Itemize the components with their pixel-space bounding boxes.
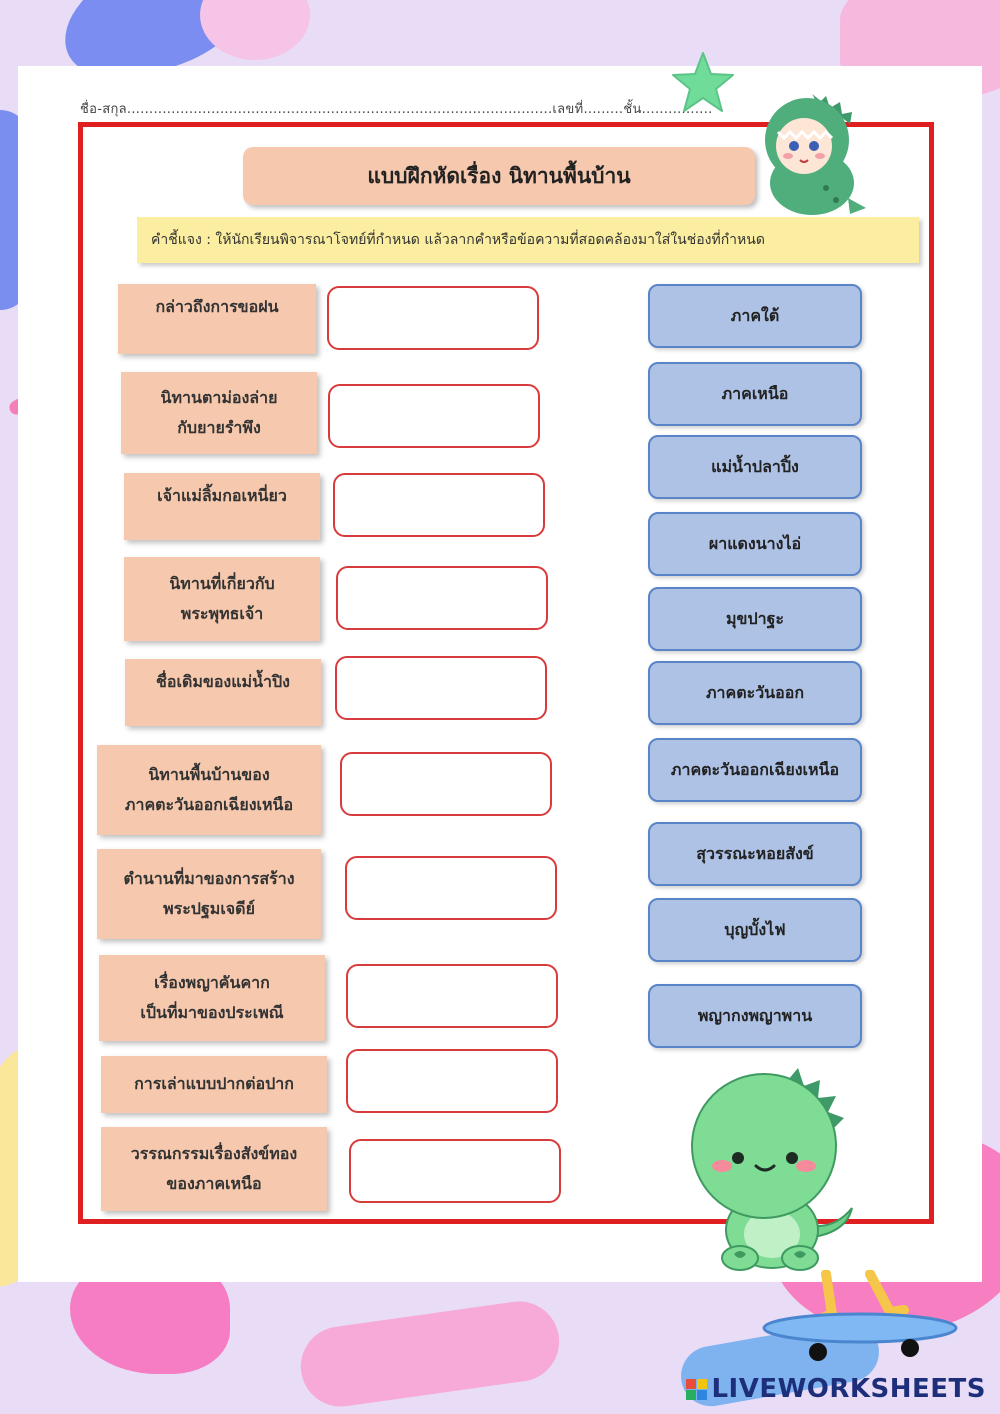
answer-tile-6[interactable]: ภาคตะวันออก bbox=[648, 661, 862, 725]
green-dino-icon bbox=[688, 1062, 864, 1274]
prompt-line: พระปฐมเจดีย์ bbox=[163, 899, 255, 918]
drop-zone-2[interactable] bbox=[328, 384, 540, 448]
prompt-line: ตำนานที่มาของการสร้าง bbox=[123, 868, 295, 888]
prompt-line: ของภาคเหนือ bbox=[166, 1174, 262, 1193]
drop-zone-9[interactable] bbox=[346, 1049, 558, 1113]
prompt-line: เจ้าแม่ลิ้มกอเหนี่ยว bbox=[157, 486, 287, 505]
prompt-8 bbox=[99, 955, 325, 1041]
prompt-line: นิทานพื้นบ้านของ bbox=[148, 764, 270, 784]
bg-blob bbox=[296, 1296, 565, 1411]
answer-tile-9[interactable]: บุญบั้งไฟ bbox=[648, 898, 862, 962]
answer-tile-1[interactable]: ภาคใต้ bbox=[648, 284, 862, 348]
answer-tile-10[interactable]: พญากงพญาพาน bbox=[648, 984, 862, 1048]
prompt-line: พระพุทธเจ้า bbox=[180, 604, 264, 623]
prompt-2 bbox=[121, 372, 317, 454]
instruction-box: คำชี้แจง : ให้นักเรียนพิจารณาโจทย์ที่กำหนด แล้วลากคำหรือข้อความที่สอดคล้องมาใส่ในช่องที่กำหนด bbox=[137, 217, 919, 263]
brand-name: LIVEWORKSHEETS bbox=[711, 1374, 986, 1404]
drop-zone-10[interactable] bbox=[349, 1139, 561, 1203]
prompt-line: กล่าวถึงการขอฝน bbox=[155, 297, 279, 316]
answer-tile-3[interactable]: แม่น้ำปลาปิ้ง bbox=[648, 435, 862, 499]
drop-zone-4[interactable] bbox=[336, 566, 548, 630]
name-line: ชื่อ-สกุล................................................................................................เลขที่.........ชั้น................ bbox=[80, 102, 713, 117]
skateboard-icon bbox=[760, 1270, 960, 1370]
answer-tile-8[interactable]: สุวรรณะหอยสังข์ bbox=[648, 822, 862, 886]
prompt-line: เป็นที่มาของประเพณี bbox=[140, 1003, 284, 1022]
answer-tile-2[interactable]: ภาคเหนือ bbox=[648, 362, 862, 426]
answer-tile-4[interactable]: ผาแดงนางไอ่ bbox=[648, 512, 862, 576]
prompt-line: นิทานตาม่องล่าย bbox=[160, 387, 278, 407]
prompt-line: ภาคตะวันออกเฉียงเหนือ bbox=[124, 795, 294, 814]
prompt-line: วรรณกรรมเรื่องสังข์ทอง bbox=[130, 1143, 298, 1163]
prompt-line: การเล่าแบบปากต่อปาก bbox=[134, 1074, 294, 1094]
drop-zone-3[interactable] bbox=[333, 473, 545, 537]
prompt-line: ชื่อเดิมของแม่น้ำปิง bbox=[156, 672, 290, 691]
answer-tile-7[interactable]: ภาคตะวันออกเฉียงเหนือ bbox=[648, 738, 862, 802]
brand-logo bbox=[686, 1374, 986, 1404]
prompt-1 bbox=[118, 284, 316, 354]
brand-logo-mark bbox=[686, 1379, 707, 1400]
drop-zone-7[interactable] bbox=[345, 856, 557, 920]
prompt-7 bbox=[97, 849, 321, 939]
dino-costume-kid-icon bbox=[752, 88, 872, 218]
prompt-line: เรื่องพญาคันคาก bbox=[154, 972, 270, 992]
prompt-3 bbox=[124, 473, 320, 540]
drop-zone-5[interactable] bbox=[335, 656, 547, 720]
prompt-5 bbox=[125, 659, 321, 726]
star-icon bbox=[670, 50, 736, 116]
worksheet-title: แบบฝึกหัดเรื่อง นิทานพื้นบ้าน bbox=[243, 147, 755, 205]
bg-blob bbox=[200, 0, 310, 60]
prompt-line: กับยายรำพึง bbox=[177, 418, 261, 437]
prompt-line: นิทานที่เกี่ยวกับ bbox=[169, 573, 275, 593]
prompt-10 bbox=[101, 1127, 327, 1211]
drop-zone-6[interactable] bbox=[340, 752, 552, 816]
drop-zone-1[interactable] bbox=[327, 286, 539, 350]
answer-tile-5[interactable]: มุขปาฐะ bbox=[648, 587, 862, 651]
drop-zone-8[interactable] bbox=[346, 964, 558, 1028]
prompt-9 bbox=[101, 1056, 327, 1113]
prompt-6 bbox=[97, 745, 321, 835]
prompt-4 bbox=[124, 557, 320, 641]
